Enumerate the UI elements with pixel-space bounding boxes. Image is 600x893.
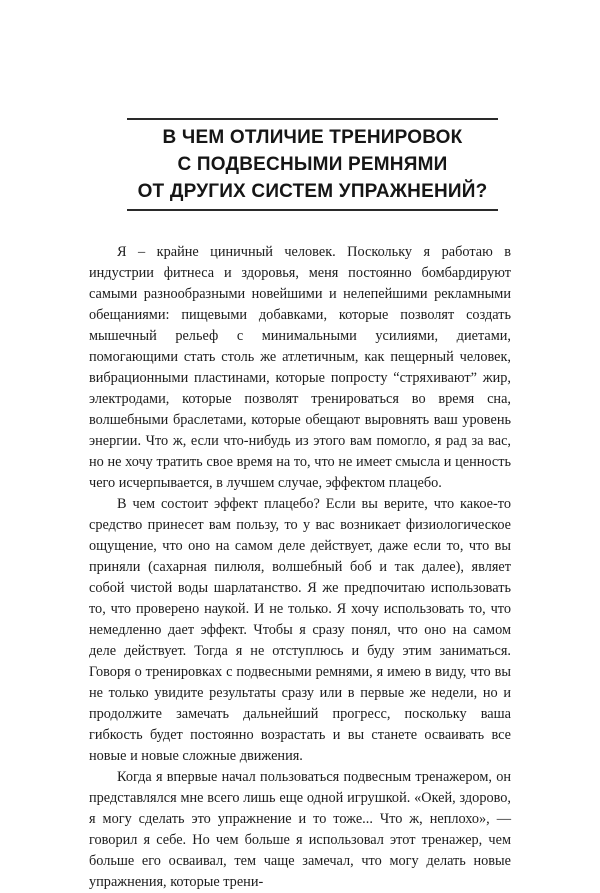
chapter-heading bbox=[127, 124, 498, 205]
heading-line-1: В ЧЕМ ОТЛИЧИЕ ТРЕНИРОВОК bbox=[162, 127, 463, 148]
body-text bbox=[89, 242, 511, 893]
heading-line-3: ОТ ДРУГИХ СИСТЕМ УПРАЖНЕНИЙ? bbox=[137, 181, 488, 202]
paragraph: В чем состоит эффект плацебо? Если вы верите, что какое-то средство принесет вам пользу, то у вас возникает физиологическое ощущение, что оно на самом деле действует, даже если то, что вы приняли (сахарная пилюля, волшебный боб и так далее), являет собой чистой воды шарлатанство. Я же предпочитаю использовать то, что проверено наукой. И не только. Я хочу использовать то, что немедленно дает эффект. Чтобы я сразу понял, что оно на самом деле действует. Тогда я не отступлюсь и буду этим заниматься. Говоря о тренировках с подвесными ремнями, я имею в виду, что вы не только увидите результаты сразу или в первые же недели, но и продолжите замечать дальнейший прогресс, поскольку ваша гибкость будет постоянно возрастать и вы станете осваивать все новые и новые сложные движения. bbox=[89, 496, 511, 764]
heading-bottom-rule bbox=[127, 209, 498, 211]
paragraph: Когда я впервые начал пользоваться подвесным тренажером, он представлялся мне всего лишь еще одной игрушкой. «Окей, здорово, я могу сделать это упражнение и то тоже... Что ж, неплохо», — говорил я себе. Но чем больше я использовал этот тренажер, чем больше его осваивал, тем чаще замечал, что могу делать новые упражнения, которые трени- bbox=[89, 769, 511, 890]
paragraph: Я – крайне циничный человек. Поскольку я работаю в индустрии фитнеса и здоровья, меня постоянно бомбардируют самыми разнообразными новейшими и нелепейшими рекламными обещаниями: пищевыми добавками, которые позволят создать мышечный рельеф с минимальными усилиями, диетами, помогающими стать столь же атлетичным, как пещерный человек, вибрационными пластинами, которые попросту “стряхивают” жир, электродами, которые позволят тренироваться во время сна, волшебными браслетами, которые обещают выровнять ваш уровень энергии. Что ж, если что-нибудь из этого вам помогло, я рад за вас, но не хочу тратить свое время на то, что не имеет смысла и ценность чего исчерпывается, в лучшем случае, эффектом плацебо. bbox=[89, 244, 511, 491]
heading-line-2: С ПОДВЕСНЫМИ РЕМНЯМИ bbox=[177, 154, 448, 175]
heading-top-rule bbox=[127, 118, 498, 120]
